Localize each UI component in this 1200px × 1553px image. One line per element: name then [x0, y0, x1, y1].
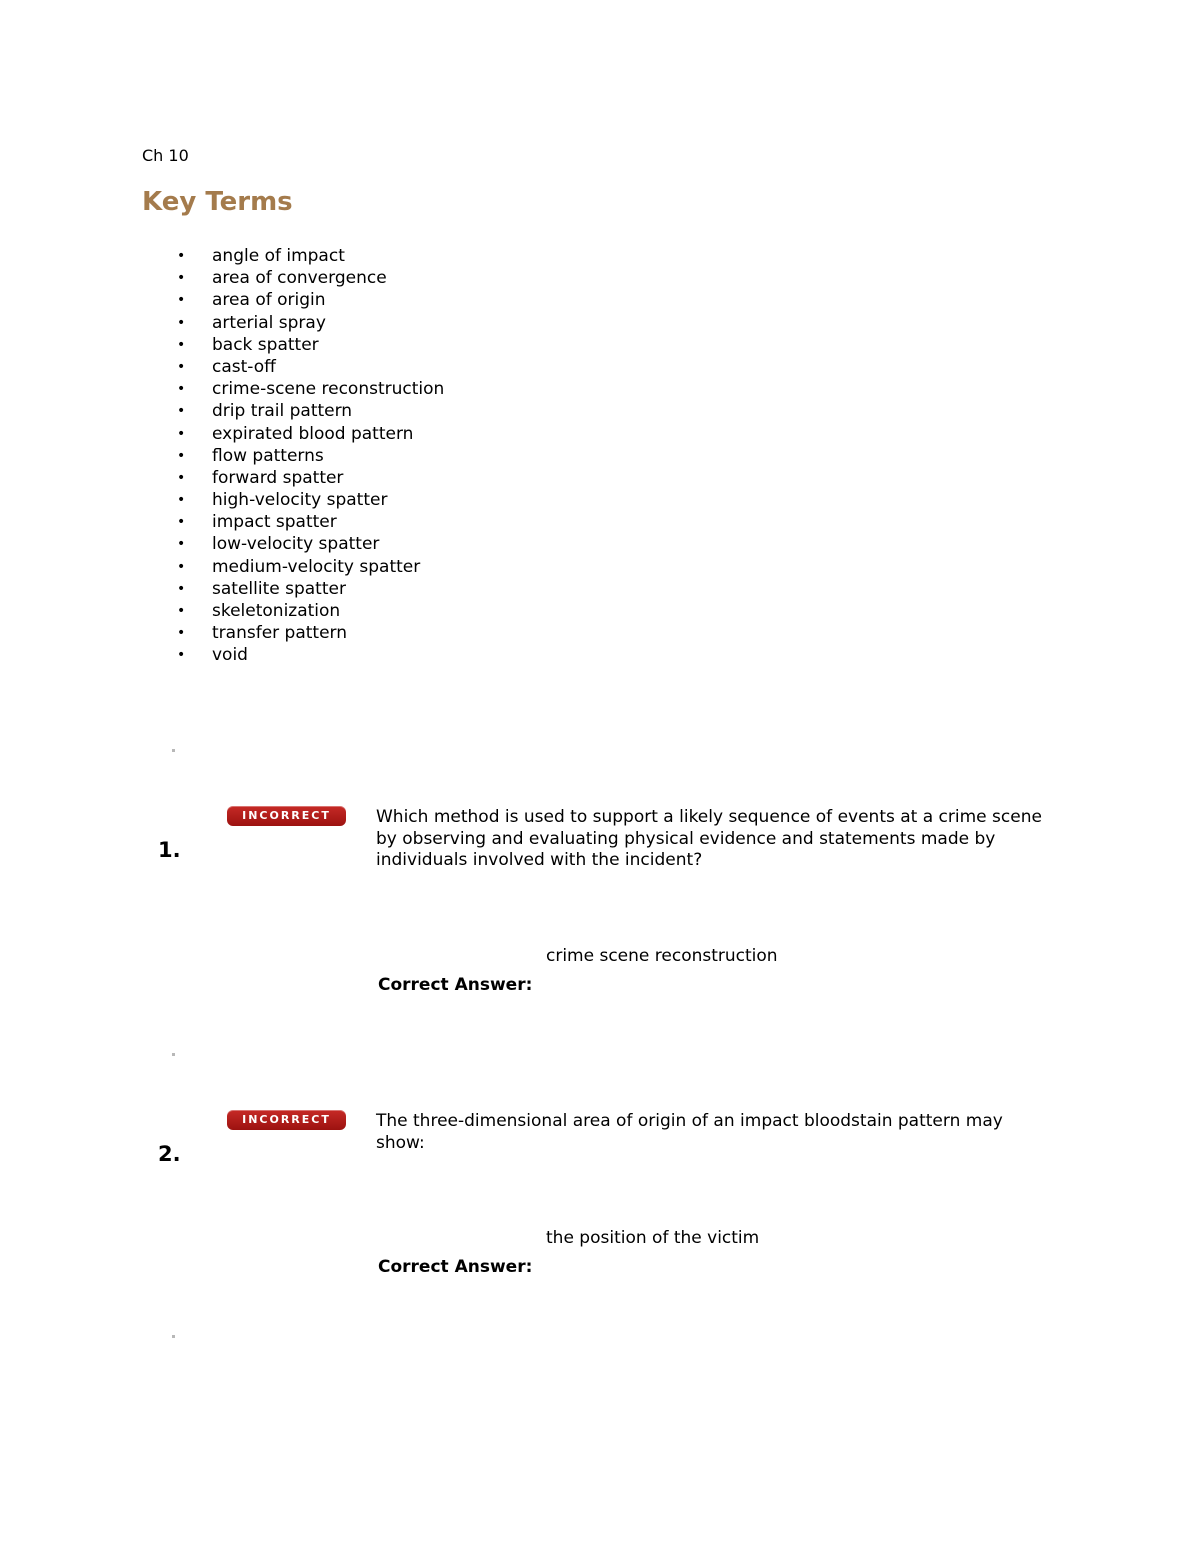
- list-item: [177, 445, 444, 467]
- bullet-icon: •: [177, 469, 186, 486]
- bullet-icon: •: [177, 381, 186, 398]
- term-label: area of origin: [212, 290, 326, 311]
- key-terms-heading: Key Terms: [142, 187, 293, 217]
- list-item: [177, 312, 444, 334]
- list-item: [177, 533, 444, 555]
- term-label: cast-off: [212, 356, 276, 377]
- list-item: [177, 245, 444, 267]
- correct-answer-label: Correct Answer:: [378, 975, 533, 995]
- question-text: The three-dimensional area of origin of an impact bloodstain pattern may show:: [376, 1111, 1003, 1153]
- term-label: transfer pattern: [212, 623, 348, 644]
- list-item: [177, 622, 444, 644]
- bullet-icon: •: [177, 336, 186, 353]
- bullet-icon: •: [177, 292, 186, 309]
- list-item: [177, 578, 444, 600]
- list-item: [177, 378, 445, 400]
- incorrect-badge: INCORRECT: [227, 806, 346, 826]
- bullet-icon: •: [177, 603, 186, 619]
- incorrect-badge: INCORRECT: [227, 1110, 346, 1130]
- list-item: [177, 644, 444, 666]
- bullet-icon: •: [177, 270, 186, 287]
- list-item: [177, 334, 444, 356]
- term-label: forward spatter: [212, 467, 344, 488]
- term-label: void: [212, 645, 248, 666]
- bullet-icon: •: [177, 358, 186, 375]
- bullet-icon: •: [177, 647, 186, 664]
- list-item: [177, 267, 444, 289]
- key-terms-list: [177, 245, 445, 667]
- question-text: Which method is used to support a likely sequence of events at a crime scene by observing and evaluating physical evidence and statements made by individuals involved with the incident?: [376, 807, 1042, 870]
- list-item: [177, 400, 444, 422]
- bullet-icon: •: [177, 314, 186, 331]
- correct-answer-value: the position of the victim: [546, 1228, 760, 1248]
- term-label: area of convergence: [212, 268, 387, 289]
- term-label: expirated blood pattern: [212, 423, 414, 444]
- list-item: [177, 556, 444, 578]
- bullet-icon: •: [177, 558, 186, 575]
- bullet-icon: •: [177, 425, 186, 442]
- term-label: medium-velocity spatter: [212, 556, 421, 577]
- separator-dot: [172, 1335, 175, 1338]
- correct-answer-label: Correct Answer:: [378, 1257, 533, 1277]
- list-item: [177, 489, 444, 511]
- list-item: [177, 423, 444, 445]
- question-number: 1.: [158, 838, 181, 862]
- term-label: crime-scene reconstruction: [212, 379, 445, 400]
- bullet-icon: •: [177, 514, 186, 531]
- term-label: high-velocity spatter: [212, 490, 388, 511]
- bullet-icon: •: [177, 248, 186, 264]
- term-label: drip trail pattern: [212, 401, 353, 422]
- bullet-icon: •: [177, 403, 186, 420]
- term-label: arterial spray: [212, 312, 326, 333]
- term-label: back spatter: [212, 334, 319, 355]
- bullet-icon: •: [177, 447, 186, 464]
- bullet-icon: •: [177, 625, 186, 642]
- list-item: [177, 356, 444, 378]
- chapter-label: Ch 10: [142, 146, 189, 165]
- list-item: [177, 511, 444, 533]
- correct-answer-value: crime scene reconstruction: [546, 946, 778, 966]
- bullet-icon: •: [177, 580, 186, 597]
- list-item: [177, 289, 444, 311]
- bullet-icon: •: [177, 492, 186, 509]
- term-label: satellite spatter: [212, 578, 346, 599]
- bullet-icon: •: [177, 536, 186, 553]
- list-item: [177, 467, 444, 489]
- term-label: flow patterns: [212, 445, 324, 466]
- separator-dot: [172, 749, 175, 752]
- term-label: angle of impact: [212, 246, 345, 266]
- question-number: 2.: [158, 1142, 181, 1166]
- term-label: skeletonization: [212, 601, 341, 621]
- term-label: low-velocity spatter: [212, 534, 380, 555]
- separator-dot: [172, 1053, 175, 1056]
- term-label: impact spatter: [212, 512, 337, 533]
- list-item: [177, 600, 444, 622]
